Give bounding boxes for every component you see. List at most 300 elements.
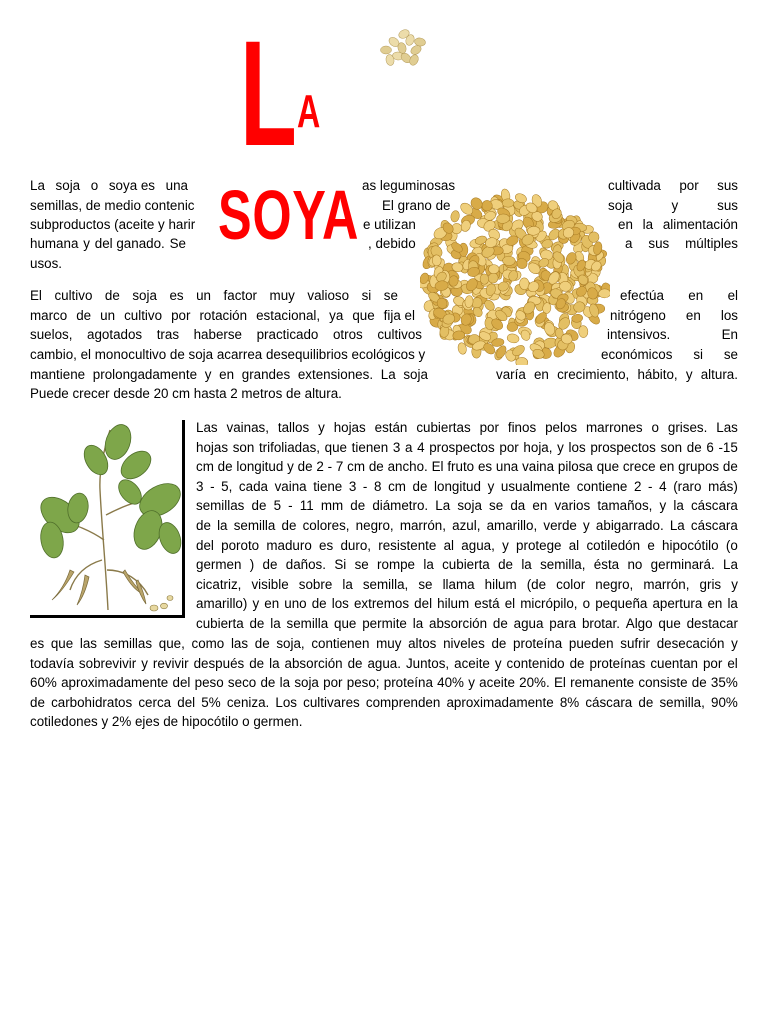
word: El <box>30 288 42 303</box>
word: no <box>627 557 643 573</box>
word: y <box>494 655 502 671</box>
word: en <box>264 596 280 612</box>
word: el <box>727 288 738 303</box>
word: La <box>723 557 738 573</box>
word: soja <box>457 498 482 514</box>
word: hoja, <box>523 439 553 455</box>
word: en <box>533 367 549 382</box>
word: sobre <box>298 576 333 592</box>
p3-wrapped-line-8 <box>196 555 738 575</box>
word: después <box>193 655 245 671</box>
p2-line-2-left <box>30 306 415 326</box>
p3-wrapped-line-1 <box>196 418 738 438</box>
word: al <box>443 537 455 553</box>
word: - <box>210 478 215 494</box>
word: semilla, <box>540 557 586 573</box>
word: consiste <box>638 675 688 691</box>
word: brotar. <box>581 616 620 631</box>
word: y <box>557 439 564 455</box>
p2-line-1-right <box>620 286 738 306</box>
word: de <box>196 518 211 533</box>
word: suelos, <box>30 327 73 342</box>
word: la <box>673 498 684 514</box>
word: tallos <box>277 420 310 435</box>
word: que <box>596 459 620 475</box>
word: pueden <box>568 636 614 651</box>
word: La <box>669 518 685 533</box>
word: remanente <box>570 675 635 691</box>
word: soja <box>403 367 428 382</box>
p1-line-4-mid: , debido <box>368 236 416 251</box>
word: varía <box>496 367 526 382</box>
word: longitud <box>236 459 284 475</box>
word: del <box>177 694 196 710</box>
word: sufrir <box>620 636 651 651</box>
soy-bean-icon <box>506 333 520 344</box>
p1-line-3-right <box>618 215 738 235</box>
word: son <box>232 439 255 455</box>
p3-wrapped-line-9 <box>196 575 738 595</box>
word: practicado <box>256 327 319 342</box>
soy-beans-pile-image <box>420 180 610 365</box>
word: micrópilo, <box>520 596 578 612</box>
plant-frame-bottom <box>30 615 185 618</box>
p3-wrapped-line-6 <box>196 516 738 536</box>
word: extensiones. <box>297 367 374 382</box>
word: que <box>50 636 74 651</box>
word: de <box>492 616 508 631</box>
word: todavía <box>30 655 74 671</box>
word: la <box>727 596 738 612</box>
word: destacar <box>686 616 738 631</box>
word: extremos <box>353 596 410 612</box>
word: y <box>659 498 667 514</box>
word: soya es <box>108 178 156 193</box>
word: alimentación <box>662 217 738 232</box>
word: se <box>489 498 504 514</box>
word: cotiledón <box>586 537 641 553</box>
word: color <box>556 576 586 592</box>
word: tienen <box>351 439 389 455</box>
word: grupos <box>678 459 720 475</box>
word: cáscara <box>690 498 738 514</box>
word: aceite <box>454 655 490 671</box>
word: las <box>230 636 249 651</box>
word: a <box>625 236 633 251</box>
word: (raro <box>673 478 702 494</box>
word: altura. <box>700 367 738 382</box>
word: económicos <box>601 347 673 362</box>
word: de <box>491 636 507 651</box>
word: de <box>254 636 270 651</box>
word: Las <box>716 420 738 435</box>
soy-beans-small-image <box>376 20 426 68</box>
word: ancho. <box>387 459 428 475</box>
word: de <box>368 459 384 475</box>
word: se <box>723 347 738 362</box>
word: que, <box>158 636 185 651</box>
word: soja <box>55 178 81 193</box>
word: protege <box>516 537 562 553</box>
word: germen <box>196 557 242 573</box>
word: es <box>169 288 184 303</box>
p1-line-1-right <box>608 176 738 196</box>
p3-last-line: cotiledones y 2% ejes de hipocótilo o germen. <box>30 714 303 729</box>
word: cubierta <box>196 616 244 631</box>
word: amarillo) <box>196 596 248 612</box>
word: del <box>414 596 433 612</box>
word: azul, <box>452 518 481 533</box>
word: cuentan <box>650 655 698 671</box>
word: de <box>347 655 363 671</box>
word: 3 <box>196 478 204 494</box>
word: si <box>693 347 703 362</box>
word: da <box>510 498 526 514</box>
word: llama <box>442 576 475 592</box>
p1-line-2-mid: El grano de <box>382 198 451 213</box>
word: agua, <box>461 537 495 553</box>
word: amarillo, <box>486 518 538 533</box>
soy-bean-icon <box>408 53 420 66</box>
soy-bean-icon <box>381 46 392 54</box>
word: ésta <box>593 557 620 573</box>
word: nitrógeno <box>610 308 666 323</box>
word: aproximadamente <box>61 675 169 691</box>
word: negro, <box>355 518 394 533</box>
word: la <box>269 655 280 671</box>
word: por <box>702 655 723 671</box>
word: prolongadamente <box>92 367 198 382</box>
p1-line-3-left: subproductos (aceite y harir <box>30 217 196 232</box>
word: La <box>380 367 396 382</box>
word: 40% <box>437 675 464 691</box>
word: hojas <box>196 439 229 455</box>
word: comprenden <box>365 694 441 710</box>
word: seco <box>227 675 257 691</box>
word: en <box>685 308 701 323</box>
p3-full-line-1 <box>30 634 738 654</box>
word: de <box>262 557 278 573</box>
word: al <box>568 537 580 553</box>
word: contienen <box>311 636 370 651</box>
word: -15 <box>718 439 738 455</box>
word: sobrevivir <box>78 655 137 671</box>
word: agotados <box>87 327 143 342</box>
word: intensivos. <box>607 327 671 342</box>
word: - <box>327 459 333 475</box>
p2-line-4-left: cambio, el monocultivo de soja acarrea desequilibrios ecológicos y <box>30 347 426 362</box>
word: 4 <box>659 478 667 494</box>
word: soja <box>294 675 319 691</box>
word: es <box>30 636 45 651</box>
word: ) <box>249 557 255 573</box>
word: y <box>468 675 475 691</box>
word: finos <box>507 420 537 435</box>
word: cáscara <box>690 518 738 533</box>
word: para <box>549 616 577 631</box>
soy-bean-icon <box>502 256 515 266</box>
word: daños. <box>285 557 326 573</box>
word: crece <box>622 459 656 475</box>
word: 8% <box>559 694 580 710</box>
word: 5% <box>201 694 221 710</box>
word: cáscara <box>585 694 633 710</box>
word: y <box>487 478 495 494</box>
word: absorción <box>284 655 343 671</box>
word: de <box>686 439 702 455</box>
p2-line-6: Puede crecer desde 20 cm hasta 2 metros de altura. <box>30 386 342 401</box>
word: los <box>331 596 349 612</box>
word: cultivo <box>124 308 163 323</box>
word: e <box>647 537 655 553</box>
word: prospectos <box>429 439 495 455</box>
word: sus <box>717 178 738 193</box>
p2-line-4-right <box>601 345 738 365</box>
word: (o <box>725 537 738 553</box>
word: estacional, <box>256 308 321 323</box>
word: como <box>191 636 225 651</box>
word: una <box>165 178 188 193</box>
soy-bean-icon <box>578 325 588 337</box>
word: rompe <box>377 557 416 573</box>
word: del ganado. <box>94 236 165 251</box>
word: Si <box>334 557 347 573</box>
word: la <box>270 616 281 631</box>
word: la <box>279 675 291 691</box>
word: de <box>260 675 276 691</box>
word: hábito, <box>637 367 678 382</box>
word: se <box>383 288 398 303</box>
soy-bean-icon <box>414 37 426 47</box>
soy-bean-icon <box>519 278 529 290</box>
word: en <box>532 498 548 514</box>
word: Las <box>196 420 218 435</box>
word: semilla <box>233 518 276 533</box>
word: altos <box>408 636 437 651</box>
word: 4 <box>417 439 425 455</box>
word: gris <box>699 576 722 592</box>
word: mantiene <box>30 367 86 382</box>
word: tras <box>156 327 180 342</box>
soy-bean-icon <box>502 199 514 207</box>
word: en <box>659 459 675 475</box>
p1-line-5: usos. <box>30 256 63 271</box>
word: en <box>707 596 723 612</box>
word: de <box>498 557 513 573</box>
word: de <box>350 498 366 514</box>
p3-wrapped-line-11 <box>196 614 738 634</box>
word: que <box>658 616 681 631</box>
word: poroto <box>221 537 260 553</box>
word: de <box>217 459 233 475</box>
word: de <box>30 694 45 710</box>
word: soja, <box>276 636 305 651</box>
word: contiene <box>576 478 628 494</box>
word: cm <box>347 459 366 475</box>
word: de <box>638 694 654 710</box>
p1-line-3-mid: e utilizan <box>363 217 416 232</box>
word: hilum <box>484 576 517 592</box>
word: vaina <box>274 478 307 494</box>
word: pilosa <box>557 459 593 475</box>
word: peso; <box>346 675 380 691</box>
word: en <box>219 367 235 382</box>
word: del <box>196 537 214 553</box>
word: grandes <box>241 367 291 382</box>
p1-line-1-left <box>30 176 188 196</box>
word: hojas <box>333 420 366 435</box>
word: que <box>334 616 357 631</box>
word: de <box>249 655 265 671</box>
word: aproximadamente <box>446 694 554 710</box>
p3-wrapped-line-4 <box>196 477 738 497</box>
title-soya: SOYA <box>218 176 360 254</box>
word: abigarrado. <box>595 518 664 533</box>
word: y <box>83 236 90 251</box>
word: múltiples <box>685 236 738 251</box>
word: aceite <box>479 675 515 691</box>
word: semilla, <box>362 576 409 592</box>
soy-bean-icon <box>598 289 610 298</box>
word: 8 <box>374 478 382 494</box>
word: una <box>495 459 519 475</box>
word: La <box>30 178 45 193</box>
word: soja <box>132 288 157 303</box>
word: 60% <box>30 675 57 691</box>
word: y <box>252 596 260 612</box>
word: usualmente <box>500 478 571 494</box>
word: agua. <box>367 655 401 671</box>
p2-line-5-right <box>496 365 738 385</box>
word: hipocótilo <box>662 537 719 553</box>
word: negro, <box>595 576 634 592</box>
word: agua <box>513 616 544 631</box>
word: efectúa <box>620 288 664 303</box>
word: y <box>583 518 590 533</box>
word: vaina <box>522 459 555 475</box>
word: muy <box>376 636 402 651</box>
word: valioso <box>307 288 350 303</box>
word: por <box>479 420 499 435</box>
word: sus <box>648 236 670 251</box>
word: cultivares <box>303 694 360 710</box>
word: de <box>76 308 92 323</box>
word: a <box>404 439 413 455</box>
word: o <box>582 596 591 612</box>
word: cubiertas <box>416 420 471 435</box>
word: - <box>648 478 653 494</box>
soy-bean-icon <box>450 210 461 223</box>
word: semillas <box>196 498 245 514</box>
word: En <box>721 327 738 342</box>
soy-bean-icon <box>559 281 571 291</box>
word: 2 <box>633 478 642 494</box>
word: y <box>671 198 679 213</box>
word: Algo <box>625 616 653 631</box>
word: tamaños, <box>597 498 653 514</box>
word: desecación <box>656 636 725 651</box>
word: de <box>569 655 585 671</box>
word: y <box>287 459 294 475</box>
word: está <box>474 596 500 612</box>
word: las <box>79 636 97 651</box>
word: muy <box>269 288 295 303</box>
p2-line-2-right <box>610 306 738 326</box>
word: semilla, <box>659 694 705 710</box>
word: que <box>324 439 347 455</box>
word: y <box>141 655 148 671</box>
word: 7 <box>335 459 344 475</box>
word: revivir <box>152 655 189 671</box>
word: - <box>362 478 368 494</box>
word: 5, <box>221 478 233 494</box>
word: niveles <box>443 636 485 651</box>
word: El <box>431 459 444 475</box>
word: - <box>288 498 293 514</box>
word: de <box>412 478 428 494</box>
word: que <box>352 308 375 323</box>
word: están <box>374 420 408 435</box>
word: marco <box>30 308 68 323</box>
word: cm <box>196 459 214 475</box>
word: el <box>727 655 738 671</box>
word: colores, <box>302 518 350 533</box>
word: en <box>688 288 704 303</box>
word: es <box>319 537 334 553</box>
word: proteína <box>513 636 563 651</box>
word: El <box>553 675 566 691</box>
word: 2 <box>316 459 324 475</box>
word: cerca <box>138 694 172 710</box>
word: La <box>435 498 451 514</box>
word: apertura <box>652 596 703 612</box>
word: y <box>318 420 325 435</box>
word: absorción <box>429 616 488 631</box>
word: Juntos, <box>405 655 450 671</box>
word: tiene <box>313 478 343 494</box>
word: la <box>412 616 424 631</box>
word: del <box>172 675 191 691</box>
word: el <box>504 596 516 612</box>
word: 35% <box>710 675 738 691</box>
word: varios <box>554 498 591 514</box>
word: hilum <box>437 596 470 612</box>
word: la <box>521 557 532 573</box>
word: fruto <box>447 459 475 475</box>
word: se <box>354 557 369 573</box>
p1-line-2-right <box>608 196 738 216</box>
word: por <box>171 308 191 323</box>
word: otros <box>332 327 363 342</box>
word: 3 <box>392 439 401 455</box>
word: se <box>418 576 433 592</box>
word: 5 <box>273 498 282 514</box>
word: peso <box>194 675 224 691</box>
word: pequeña <box>595 596 648 612</box>
word: sus <box>717 198 738 213</box>
word: en <box>618 217 633 232</box>
word: semilla <box>286 616 329 631</box>
word: de <box>722 459 738 475</box>
p2-line-3-right <box>607 325 738 345</box>
word: de <box>311 596 327 612</box>
word: la <box>423 557 434 573</box>
word: resistente <box>378 537 437 553</box>
word: ya <box>329 308 344 323</box>
plant-frame-right <box>182 420 185 618</box>
word: cicatriz, <box>196 576 242 592</box>
word: factor <box>223 288 258 303</box>
